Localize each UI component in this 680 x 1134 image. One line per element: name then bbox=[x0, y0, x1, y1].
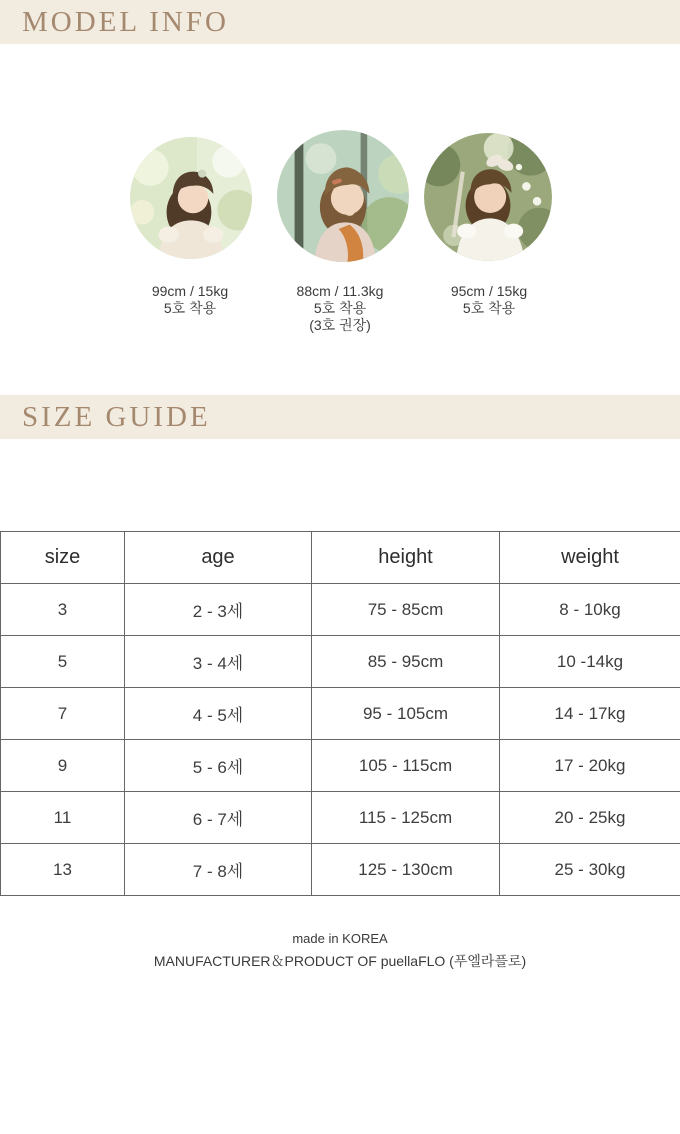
made-in-text: made in KOREA bbox=[292, 931, 388, 946]
table-cell: 8 - 10kg bbox=[500, 584, 680, 636]
model-caption-2 bbox=[265, 283, 415, 334]
table-cell: 115 - 125cm bbox=[312, 792, 500, 844]
model-caption-line: 95cm / 15kg bbox=[450, 283, 528, 299]
model-photo-1-illustration bbox=[130, 137, 252, 259]
table-cell: 125 - 130cm bbox=[312, 844, 500, 896]
size-guide-band bbox=[0, 395, 680, 439]
table-cell: 95 - 105cm bbox=[312, 688, 500, 740]
table-cell: 5 bbox=[1, 636, 125, 688]
table-cell: 14 - 17kg bbox=[500, 688, 680, 740]
model-caption-line: 88cm / 11.3kg bbox=[296, 283, 384, 299]
model-caption-line: 5호 착용 bbox=[163, 300, 217, 316]
table-cell: 6 - 7세 bbox=[125, 792, 312, 844]
table-cell: 25 - 30kg bbox=[500, 844, 680, 896]
model-caption-line: (3호 권장) bbox=[309, 317, 371, 333]
table-header-cell: size bbox=[1, 532, 125, 584]
table-cell: 2 - 3세 bbox=[125, 584, 312, 636]
table-cell: 75 - 85cm bbox=[312, 584, 500, 636]
table-cell: 3 bbox=[1, 584, 125, 636]
model-caption-line: 5호 착용 bbox=[313, 300, 367, 316]
table-cell: 85 - 95cm bbox=[312, 636, 500, 688]
table-cell: 105 - 115cm bbox=[312, 740, 500, 792]
table-cell: 7 bbox=[1, 688, 125, 740]
model-caption-line: 5호 착용 bbox=[462, 300, 516, 316]
table-header-cell: height bbox=[312, 532, 500, 584]
table-header-cell: weight bbox=[500, 532, 680, 584]
model-photo-2-illustration bbox=[277, 130, 409, 262]
table-row bbox=[1, 584, 680, 636]
model-info-band bbox=[0, 0, 680, 44]
model-photo-3 bbox=[424, 133, 552, 261]
model-caption-line: 99cm / 15kg bbox=[151, 283, 229, 299]
table-cell: 13 bbox=[1, 844, 125, 896]
table-row bbox=[1, 792, 680, 844]
table-row bbox=[1, 636, 680, 688]
table-cell: 5 - 6세 bbox=[125, 740, 312, 792]
manufacturer-text: MANUFACTURER＆PRODUCT OF puellaFLO (푸엘라플로) bbox=[153, 953, 527, 969]
table-cell: 17 - 20kg bbox=[500, 740, 680, 792]
size-guide-table bbox=[0, 531, 680, 896]
model-caption-1 bbox=[115, 283, 265, 317]
table-row bbox=[1, 740, 680, 792]
size-guide-title: SIZE GUIDE bbox=[22, 400, 211, 433]
table-cell: 11 bbox=[1, 792, 125, 844]
table-cell: 10 -14kg bbox=[500, 636, 680, 688]
table-cell: 4 - 5세 bbox=[125, 688, 312, 740]
model-photo-2 bbox=[277, 130, 409, 262]
table-cell: 7 - 8세 bbox=[125, 844, 312, 896]
model-photo-3-illustration bbox=[424, 133, 552, 261]
model-caption-3 bbox=[414, 283, 564, 317]
footer bbox=[0, 928, 680, 972]
size-guide-table-wrap bbox=[0, 531, 680, 896]
table-cell: 20 - 25kg bbox=[500, 792, 680, 844]
table-row bbox=[1, 844, 680, 896]
model-info-title: MODEL INFO bbox=[22, 5, 229, 38]
table-cell: 9 bbox=[1, 740, 125, 792]
table-cell: 3 - 4세 bbox=[125, 636, 312, 688]
table-header-row bbox=[1, 532, 680, 584]
model-photo-1 bbox=[130, 137, 252, 259]
table-header-cell: age bbox=[125, 532, 312, 584]
table-row bbox=[1, 688, 680, 740]
